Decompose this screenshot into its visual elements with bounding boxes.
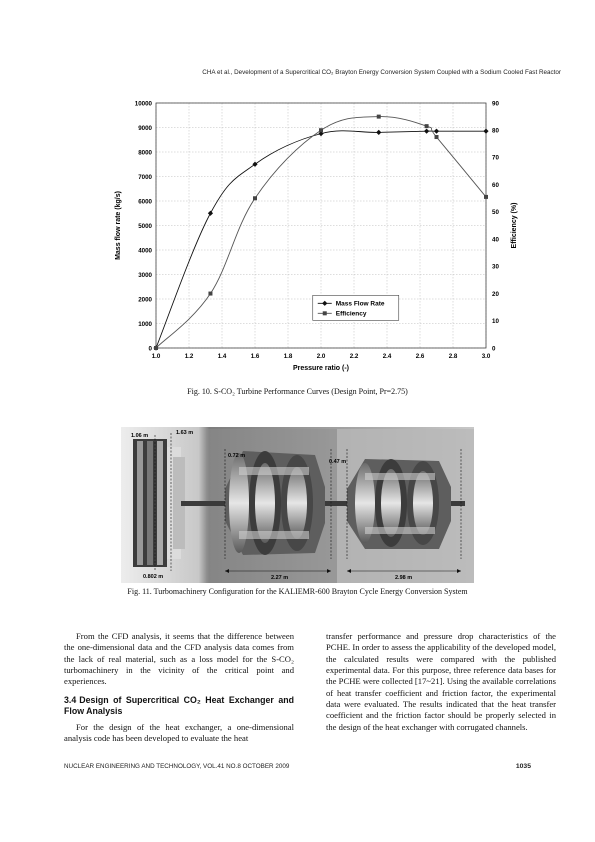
x-tick-label: 1.6 bbox=[250, 353, 260, 360]
y-tick-label: 2000 bbox=[138, 296, 152, 304]
legend-efficiency: Efficiency bbox=[335, 310, 367, 318]
y2-tick-label: 30 bbox=[492, 263, 499, 271]
y-tick-label: 7000 bbox=[138, 173, 152, 181]
mass-flow-rate-point bbox=[483, 129, 488, 134]
y2-tick-label: 80 bbox=[492, 127, 499, 135]
x-axis-label: Pressure ratio (-) bbox=[292, 365, 350, 372]
mass-flow-rate-point bbox=[208, 211, 213, 216]
x-tick-labels bbox=[152, 353, 491, 360]
x-tick-label: 1.0 bbox=[151, 353, 161, 360]
dim-2-98m: 2.98 m bbox=[395, 575, 413, 581]
y-tick-label: 4000 bbox=[138, 247, 152, 255]
dim-0-802m: 0.802 m bbox=[143, 574, 164, 580]
efficiency-point bbox=[484, 195, 488, 199]
x-tick-label: 1.8 bbox=[283, 353, 293, 360]
dim-1-63m: 1.63 m bbox=[176, 430, 194, 436]
chart-legend bbox=[313, 295, 399, 320]
turbomachine-1 bbox=[225, 451, 325, 555]
mass-flow-rate-point bbox=[434, 129, 439, 134]
mass-flow-rate-point bbox=[424, 129, 429, 134]
section-title: Design of Supercritical CO₂ Heat Exchanger and Flow Analysis bbox=[64, 694, 294, 716]
mass-flow-rate-point bbox=[376, 130, 381, 135]
paragraph: For the design of the heat exchanger, a one-dimensional analysis code has been developed to evaluate the heat bbox=[64, 721, 294, 744]
dim-1-06m: 1.06 m bbox=[131, 433, 149, 439]
x-tick-label: 3.0 bbox=[481, 353, 491, 360]
y-right-tick-labels bbox=[492, 100, 499, 352]
y-tick-label: 3000 bbox=[138, 271, 152, 279]
efficiency-point bbox=[154, 346, 158, 350]
paragraph: From the CFD analysis, it seems that the difference between the one-dimensional data and the CFD analysis data comes from the lack of real material, such as a loss model for the S-CO₂ turbomachinery in the vicinity of the critical point and experiences. bbox=[64, 631, 294, 687]
y2-tick-label: 20 bbox=[492, 290, 499, 298]
section-number: 3.4 bbox=[64, 694, 77, 705]
efficiency-point bbox=[425, 124, 429, 128]
y2-tick-label: 70 bbox=[492, 154, 499, 162]
y-tick-label: 1000 bbox=[138, 320, 152, 328]
y-tick-label: 8000 bbox=[138, 149, 152, 157]
legend-square-marker bbox=[323, 311, 327, 315]
generator-stack bbox=[133, 439, 185, 567]
y2-tick-label: 60 bbox=[492, 181, 499, 189]
efficiency-point bbox=[377, 115, 381, 119]
dim-0-47m: 0.47 m bbox=[329, 459, 347, 465]
x-tick-label: 2.6 bbox=[415, 353, 425, 360]
y-tick-label: 9000 bbox=[138, 124, 152, 132]
left-column bbox=[64, 631, 294, 744]
y-tick-label: 10000 bbox=[134, 100, 152, 108]
y-tick-label: 5000 bbox=[138, 222, 152, 230]
efficiency-point bbox=[253, 196, 257, 200]
efficiency-point bbox=[319, 128, 323, 132]
dim-0-72m: 0.72 m bbox=[228, 453, 246, 459]
turbine-performance-chart bbox=[108, 92, 518, 372]
right-column bbox=[326, 631, 556, 733]
y-tick-label: 6000 bbox=[138, 198, 152, 206]
y2-tick-label: 50 bbox=[492, 209, 499, 217]
x-tick-label: 2.0 bbox=[316, 353, 326, 360]
efficiency-point bbox=[435, 135, 439, 139]
x-tick-label: 1.4 bbox=[217, 353, 227, 360]
page-number: 1035 bbox=[515, 763, 531, 770]
x-tick-label: 2.8 bbox=[448, 353, 458, 360]
x-tick-label: 1.2 bbox=[184, 353, 194, 360]
figure-11-caption: Fig. 11. Turbomachinery Configuration for the KALIEMR-600 Brayton Cycle Energy Conversion System bbox=[127, 587, 468, 596]
turbomachine-2 bbox=[347, 459, 451, 549]
section-heading bbox=[64, 695, 294, 717]
dim-2-27m: 2.27 m bbox=[271, 575, 289, 581]
x-tick-label: 2.4 bbox=[382, 353, 392, 360]
y2-tick-label: 40 bbox=[492, 236, 499, 244]
running-head: CHA et al., Development of a Supercritical CO₂ Brayton Energy Conversion System Coupled with a Sodium Cooled Fast Reactor bbox=[202, 69, 561, 76]
y2-tick-label: 90 bbox=[492, 100, 499, 108]
y-tick-label: 0 bbox=[148, 345, 152, 353]
figure-10-caption: Fig. 10. S-CO₂ Turbine Performance Curves (Design Point, Pr=2.75) bbox=[187, 387, 408, 396]
efficiency-point bbox=[208, 292, 212, 296]
y2-axis-label: Efficiency (%) bbox=[511, 202, 518, 249]
y-left-tick-labels bbox=[135, 100, 153, 352]
journal-footer: NUCLEAR ENGINEERING AND TECHNOLOGY, VOL.41 NO.8 OCTOBER 2009 bbox=[64, 763, 290, 770]
y2-tick-label: 0 bbox=[492, 345, 496, 353]
y-axis-label: Mass flow rate (kg/s) bbox=[115, 191, 122, 260]
paragraph: transfer performance and pressure drop characteristics of the PCHE. In order to assess the applicability of the developed model, the calculated results were compared with the published experimental data. For this purpose, three reference data bases for the PCHE were collected [17~21]. Using the available correlations of heat transfer coefficient and friction factor, the experimental data were evaluated. The results indicated that the heat transfer coefficient and the friction factor should be properly selected in the design of the heat exchanger with corrugated channels. bbox=[326, 631, 556, 732]
y2-tick-label: 10 bbox=[492, 318, 499, 326]
x-tick-label: 2.2 bbox=[349, 353, 359, 360]
turbomachinery-configuration-image bbox=[121, 427, 474, 583]
legend-mass-flow-rate: Mass Flow Rate bbox=[335, 300, 385, 308]
